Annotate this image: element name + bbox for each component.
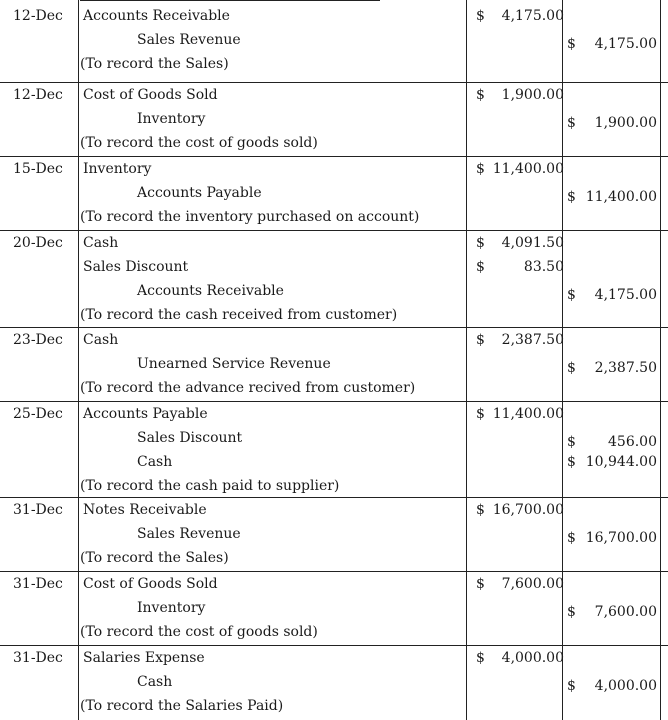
currency-symbol: $ (567, 115, 576, 131)
currency-symbol: $ (476, 87, 485, 103)
debit-account: Notes Receivable (83, 502, 207, 518)
credit-amount (567, 530, 657, 546)
debit-amount (476, 87, 564, 103)
debit-account: Cost of Goods Sold (83, 576, 218, 592)
currency-symbol: $ (476, 235, 485, 251)
debit-amount (476, 235, 564, 251)
entry-date: 31-Dec (13, 650, 63, 666)
entry-separator (0, 156, 668, 157)
credit-column-border (562, 0, 563, 720)
currency-symbol: $ (567, 434, 576, 450)
entry-date: 20-Dec (13, 235, 63, 251)
currency-symbol: $ (567, 678, 576, 694)
credit-account: Unearned Service Revenue (137, 356, 331, 372)
amount-value: 1,900.00 (501, 87, 564, 103)
amount-value: 16,700.00 (585, 530, 657, 546)
debit-amount (476, 8, 564, 24)
credit-amount (567, 36, 657, 52)
entry-separator (0, 327, 668, 328)
currency-symbol: $ (476, 332, 485, 348)
amount-value: 2,387.50 (501, 332, 564, 348)
amount-value: 7,600.00 (594, 604, 657, 620)
currency-symbol: $ (476, 650, 485, 666)
debit-account: Sales Discount (83, 259, 189, 275)
amount-value: 4,175.00 (594, 36, 657, 52)
entry-memo: (To record the cash paid to supplier) (80, 478, 340, 494)
amount-value: 11,400.00 (492, 406, 564, 422)
debit-account: Cash (83, 235, 119, 251)
entry-date: 31-Dec (13, 502, 63, 518)
amount-value: 1,900.00 (594, 115, 657, 131)
amount-value: 11,400.00 (492, 161, 564, 177)
credit-amount (567, 287, 657, 303)
amount-value: 4,175.00 (501, 8, 564, 24)
entry-separator (0, 497, 668, 498)
amount-value: 83.50 (523, 259, 564, 275)
entry-memo: (To record the cash received from customer) (80, 307, 398, 323)
currency-symbol: $ (476, 502, 485, 518)
debit-account: Cost of Goods Sold (83, 87, 218, 103)
credit-account: Cash (137, 454, 173, 470)
amount-value: 10,944.00 (585, 454, 657, 470)
debit-account: Cash (83, 332, 119, 348)
amount-value: 4,000.00 (594, 678, 657, 694)
credit-account: Sales Revenue (137, 32, 241, 48)
credit-amount (567, 604, 657, 620)
entry-memo: (To record the advance recived from customer) (80, 380, 416, 396)
date-column-border (78, 0, 79, 720)
amount-value: 7,600.00 (501, 576, 564, 592)
entry-date: 25-Dec (13, 406, 63, 422)
amount-value: 4,175.00 (594, 287, 657, 303)
entry-date: 23-Dec (13, 332, 63, 348)
amount-value: 4,000.00 (501, 650, 564, 666)
debit-account: Accounts Receivable (83, 8, 230, 24)
entry-separator (0, 571, 668, 572)
currency-symbol: $ (567, 454, 576, 470)
credit-account: Cash (137, 674, 173, 690)
entry-memo: (To record the cost of goods sold) (80, 135, 318, 151)
currency-symbol: $ (476, 406, 485, 422)
entry-date: 12-Dec (13, 87, 63, 103)
top-rule (80, 0, 380, 1)
entry-date: 15-Dec (13, 161, 63, 177)
debit-amount (476, 502, 564, 518)
debit-amount (476, 161, 564, 177)
credit-amount (567, 115, 657, 131)
debit-amount (476, 650, 564, 666)
debit-account: Inventory (83, 161, 152, 177)
credit-account: Inventory (137, 600, 206, 616)
entry-date: 31-Dec (13, 576, 63, 592)
entry-memo: (To record the Sales) (80, 550, 229, 566)
debit-amount (476, 576, 564, 592)
credit-amount (567, 454, 657, 470)
currency-symbol: $ (476, 8, 485, 24)
entry-separator (0, 401, 668, 402)
credit-account: Sales Discount (137, 430, 243, 446)
right-border (660, 0, 661, 720)
amount-value: 4,091.50 (501, 235, 564, 251)
currency-symbol: $ (567, 530, 576, 546)
credit-amount (567, 360, 657, 376)
credit-account: Inventory (137, 111, 206, 127)
amount-value: 16,700.00 (492, 502, 564, 518)
entry-memo: (To record the Salaries Paid) (80, 698, 284, 714)
currency-symbol: $ (567, 604, 576, 620)
currency-symbol: $ (476, 576, 485, 592)
debit-account: Accounts Payable (83, 406, 208, 422)
currency-symbol: $ (567, 189, 576, 205)
amount-value: 456.00 (608, 434, 657, 450)
credit-amount (567, 678, 657, 694)
credit-account: Accounts Payable (137, 185, 262, 201)
debit-amount (476, 332, 564, 348)
debit-amount (476, 406, 564, 422)
credit-account: Accounts Receivable (137, 283, 284, 299)
credit-amount (567, 434, 657, 450)
entry-date: 12-Dec (13, 8, 63, 24)
currency-symbol: $ (567, 360, 576, 376)
debit-account: Salaries Expense (83, 650, 205, 666)
entry-separator (0, 645, 668, 646)
entry-memo: (To record the inventory purchased on account) (80, 209, 420, 225)
debit-column-border (466, 0, 467, 720)
currency-symbol: $ (476, 161, 485, 177)
credit-amount (567, 189, 657, 205)
entry-memo: (To record the Sales) (80, 56, 229, 72)
currency-symbol: $ (567, 36, 576, 52)
currency-symbol: $ (567, 287, 576, 303)
amount-value: 11,400.00 (585, 189, 657, 205)
amount-value: 2,387.50 (594, 360, 657, 376)
debit-amount (476, 259, 564, 275)
entry-separator (0, 230, 668, 231)
credit-account: Sales Revenue (137, 526, 241, 542)
entry-memo: (To record the cost of goods sold) (80, 624, 318, 640)
entry-separator (0, 82, 668, 83)
currency-symbol: $ (476, 259, 485, 275)
